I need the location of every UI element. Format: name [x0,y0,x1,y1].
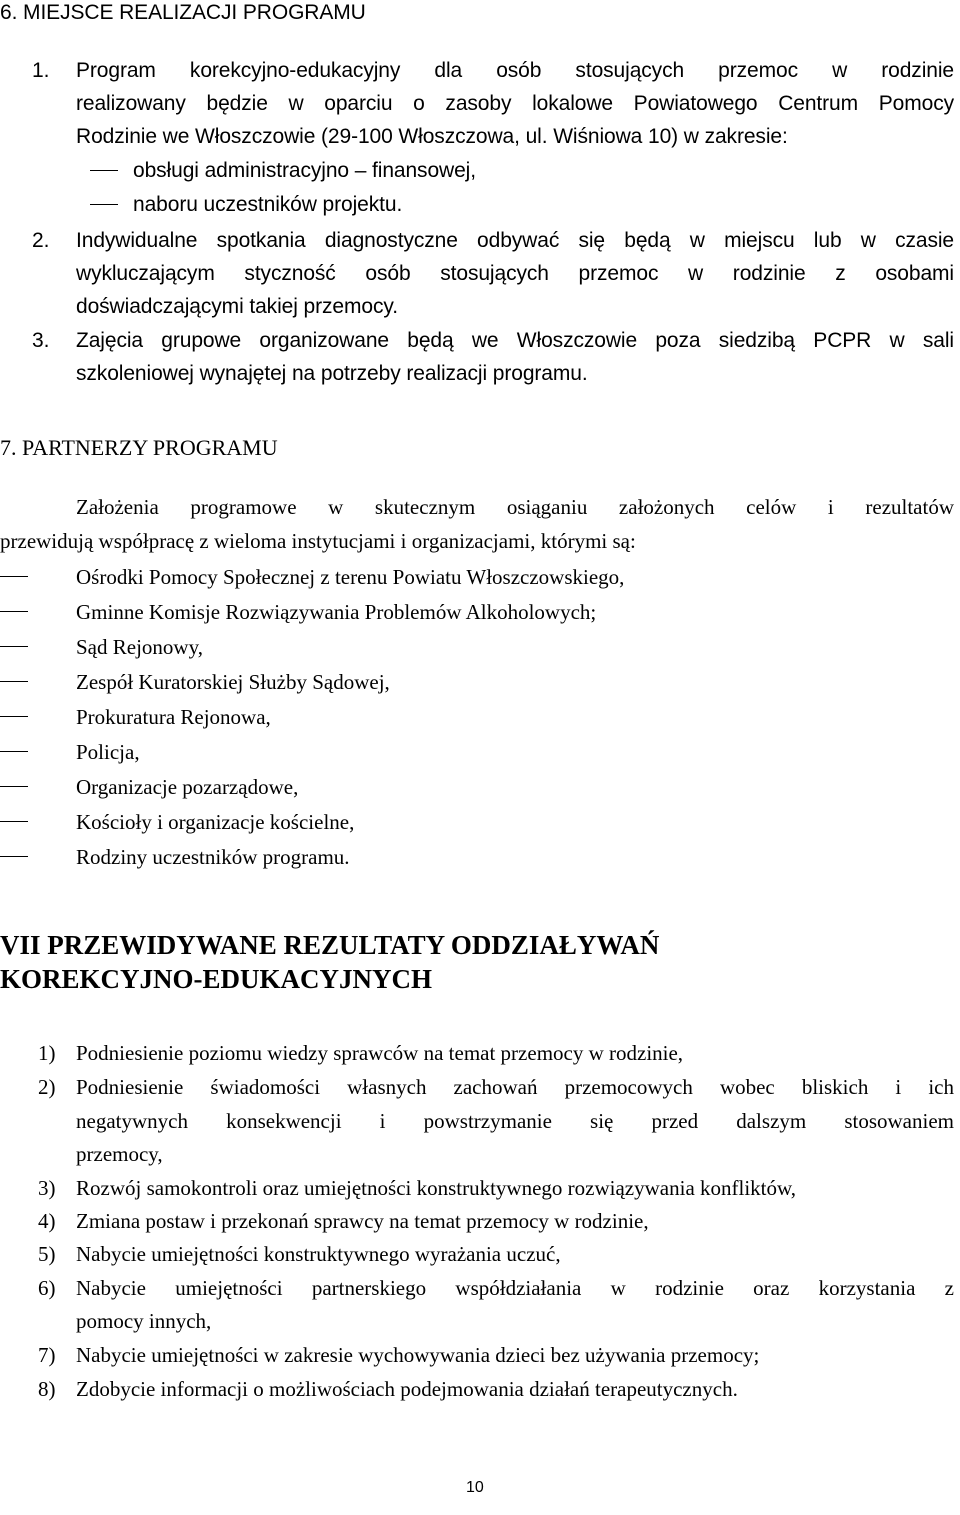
subitem: obsługi administracyjno – finansowej, [133,159,476,182]
partner-item: Kościoły i organizacje kościelne, [76,810,355,834]
item-number: 3. [32,329,50,352]
result-line: Zdobycie informacji o możliwościach podejmowania działań terapeutycznych. [76,1377,738,1401]
result-line: Nabycie umiejętności w zakresie wychowywania dzieci bez używania przemocy; [76,1343,760,1367]
subitem: naboru uczestników projektu. [133,193,403,216]
dash-bullet-icon [0,786,28,787]
dash-bullet-icon [90,204,118,205]
item-2-line-2: wykluczającym styczność osób stosujących przemoc w rodzinie z osobami [76,262,954,285]
result-line: Nabycie umiejętności konstruktywnego wyrażania uczuć, [76,1242,561,1266]
result-number: 4) [38,1209,56,1233]
partner-item: Ośrodki Pomocy Społecznej z terenu Powiatu Włoszczowskiego, [76,565,625,589]
section-7-heading: 7. PARTNERZY PROGRAMU [0,435,278,460]
result-line: Podniesienie świadomości własnych zachowań przemocowych wobec bliskich i ich [76,1075,954,1099]
item-number: 2. [32,229,50,252]
partner-item: Policja, [76,740,140,764]
item-2-line-3: doświadczającymi takiej przemocy. [76,295,398,318]
section-vii-heading-line-1: VII PRZEWIDYWANE REZULTATY ODDZIAŁYWAŃ [0,930,660,960]
partner-item: Sąd Rejonowy, [76,635,203,659]
dash-bullet-icon [0,821,28,822]
result-number: 3) [38,1176,56,1200]
partner-item: Gminne Komisje Rozwiązywania Problemów Alkoholowych; [76,600,597,624]
result-line: Podniesienie poziomu wiedzy sprawców na temat przemocy w rodzinie, [76,1041,684,1065]
partner-item: Rodziny uczestników programu. [76,845,350,869]
result-line: pomocy innych, [76,1309,212,1333]
result-number: 2) [38,1075,56,1099]
section-7-intro-line-1: Założenia programowe w skutecznym osiąganiu założonych celów i rezultatów [76,495,954,519]
dash-bullet-icon [0,681,28,682]
partner-item: Prokuratura Rejonowa, [76,705,271,729]
partner-item: Zespół Kuratorskiej Służby Sądowej, [76,670,390,694]
result-line: negatywnych konsekwencji i powstrzymanie się przed dalszym stosowaniem [76,1109,954,1133]
result-number: 1) [38,1041,56,1065]
section-7-intro-line-2: przewidują współpracę z wieloma instytucjami i organizacjami, którymi są: [0,529,636,553]
dash-bullet-icon [0,646,28,647]
result-line: Rozwój samokontroli oraz umiejętności konstruktywnego rozwiązywania konfliktów, [76,1176,797,1200]
item-1-line-2: realizowany będzie w oparciu o zasoby lokalowe Powiatowego Centrum Pomocy [76,92,954,115]
partner-item: Organizacje pozarządowe, [76,775,299,799]
dash-bullet-icon [0,751,28,752]
section-6-heading: 6. MIEJSCE REALIZACJI PROGRAMU [0,1,366,24]
page-number: 10 [466,1479,484,1496]
item-3-line-2: szkoleniowej wynajętej na potrzeby realizacji programu. [76,362,588,385]
result-number: 6) [38,1276,56,1300]
dash-bullet-icon [0,716,28,717]
item-1-line-1: Program korekcyjno-edukacyjny dla osób stosujących przemoc w rodzinie [76,59,954,82]
item-2-line-1: Indywidualne spotkania diagnostyczne odbywać się będą w miejscu lub w czasie [76,229,954,252]
result-number: 5) [38,1242,56,1266]
dash-bullet-icon [90,170,118,171]
item-3-line-1: Zajęcia grupowe organizowane będą we Włoszczowie poza siedzibą PCPR w sali [76,329,954,352]
item-1-line-3: Rodzinie we Włoszczowie (29-100 Włoszczowa, ul. Wiśniowa 10) w zakresie: [76,125,788,148]
dash-bullet-icon [0,611,28,612]
result-line: przemocy, [76,1142,163,1166]
result-line: Zmiana postaw i przekonań sprawcy na temat przemocy w rodzinie, [76,1209,649,1233]
result-line: Nabycie umiejętności partnerskiego współdziałania w rodzinie oraz korzystania z [76,1276,954,1300]
section-vii-heading-line-2: KOREKCYJNO-EDUKACYJNYCH [0,964,432,994]
dash-bullet-icon [0,576,28,577]
result-number: 7) [38,1343,56,1367]
dash-bullet-icon [0,856,28,857]
item-number: 1. [32,59,50,82]
result-number: 8) [38,1377,56,1401]
